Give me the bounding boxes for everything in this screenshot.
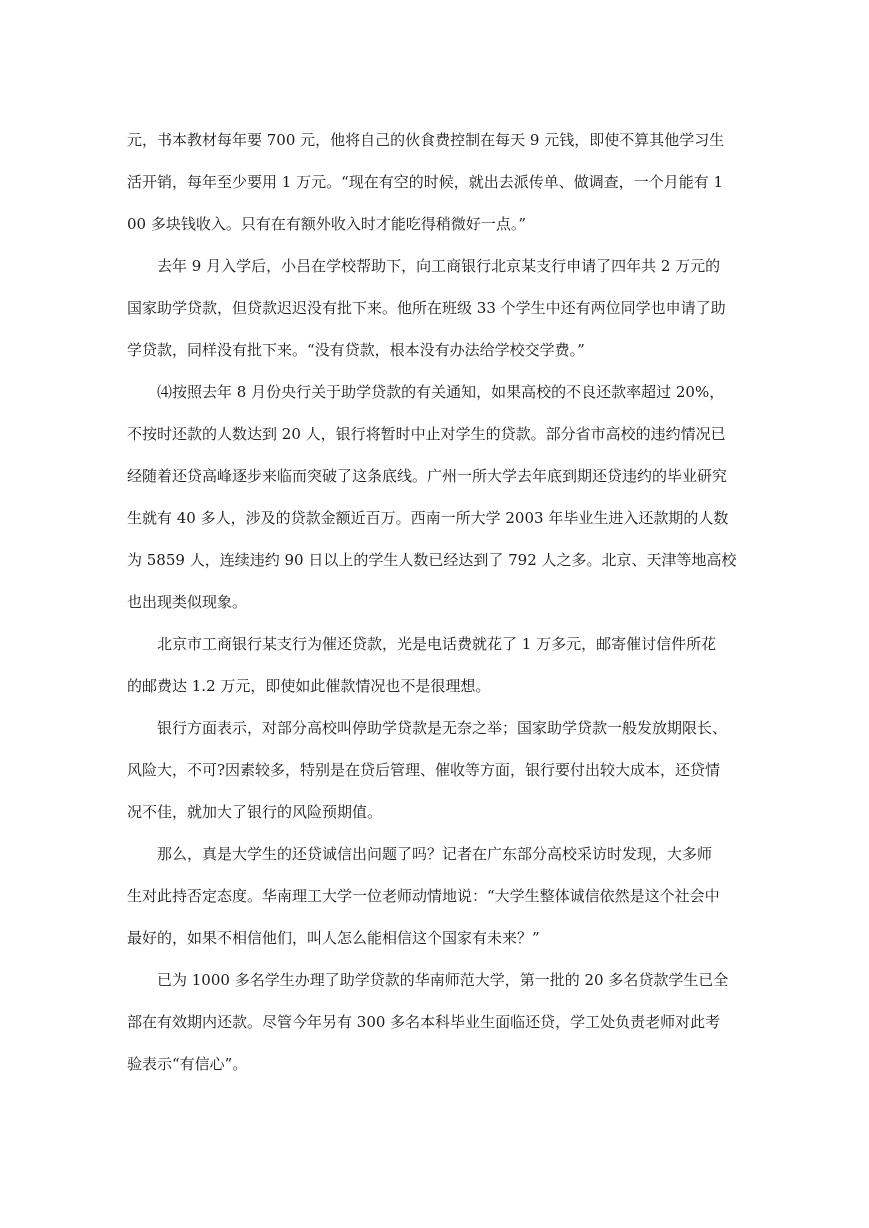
paragraph-5: 银行方面表示，对部分高校叫停助学贷款是无奈之举；国家助学贷款一般发放期限长、 风险大，不可?因素较多，特别是在贷后管理、催收等方面，银行要付出较大成本，还贷情 况不佳，就加大了银行的风险预期值。 xyxy=(127,719,728,821)
paragraph-6: 那么，真是大学生的还贷诚信出问题了吗？记者在广东部分高校采访时发现，大多师 生对此持否定态度。华南理工大学一位老师动情地说：“大学生整体诚信依然是这个社会中 最好的，如果不相信他们，叫人怎么能相信这个国家有未来？” xyxy=(127,845,720,947)
paragraph-2: 去年 9 月入学后，小吕在学校帮助下，向工商银行北京某支行申请了四年共 2 万元的 国家助学贷款，但贷款迟迟没有批下来。他所在班级 33 个学生中还有两位同学也申请了助 学贷款，同样没有批下来。“没有贷款，根本没有办法给学校交学费。” xyxy=(127,257,726,359)
paragraph-7: 已为 1000 多名学生办理了助学贷款的华南师范大学，第一批的 20 多名贷款学生已全 部在有效期内还款。尽管今年另有 300 多名本科毕业生面临还贷，学工处负责老师对此考 验表示“有信心”。 xyxy=(127,971,729,1073)
document-body xyxy=(127,119,747,1085)
paragraph-1: 元，书本教材每年要 700 元，他将自己的伙食费控制在每天 9 元钱，即使不算其他学习生 活开销，每年至少要用 1 万元。“现在有空的时候，就出去派传单、做调查，一个月能有 1 00 多块钱收入。只有在有额外收入时才能吃得稍微好一点。” xyxy=(127,131,725,233)
paragraph-3: ⑷按照去年 8 月份央行关于助学贷款的有关通知，如果高校的不良还款率超过 20%， 不按时还款的人数达到 20 人，银行将暂时中止对学生的贷款。部分省市高校的违约情况已 经随着还贷高峰逐步来临而突破了这条底线。广州一所大学去年底到期还贷违约的毕业研究 生就有 40 多人，涉及的贷款金额近百万。西南一所大学 2003 年毕业生进入还款期的人数 为 5859 人，连续违约 90 日以上的学生人数已经达到了 792 人之多。北京、天津等地高校 也出现类似现象。 xyxy=(127,383,737,611)
paragraph-4: 北京市工商银行某支行为催还贷款，光是电话费就花了 1 万多元，邮寄催讨信件所花 的邮费达 1.2 万元，即使如此催款情况也不是很理想。 xyxy=(127,635,717,695)
